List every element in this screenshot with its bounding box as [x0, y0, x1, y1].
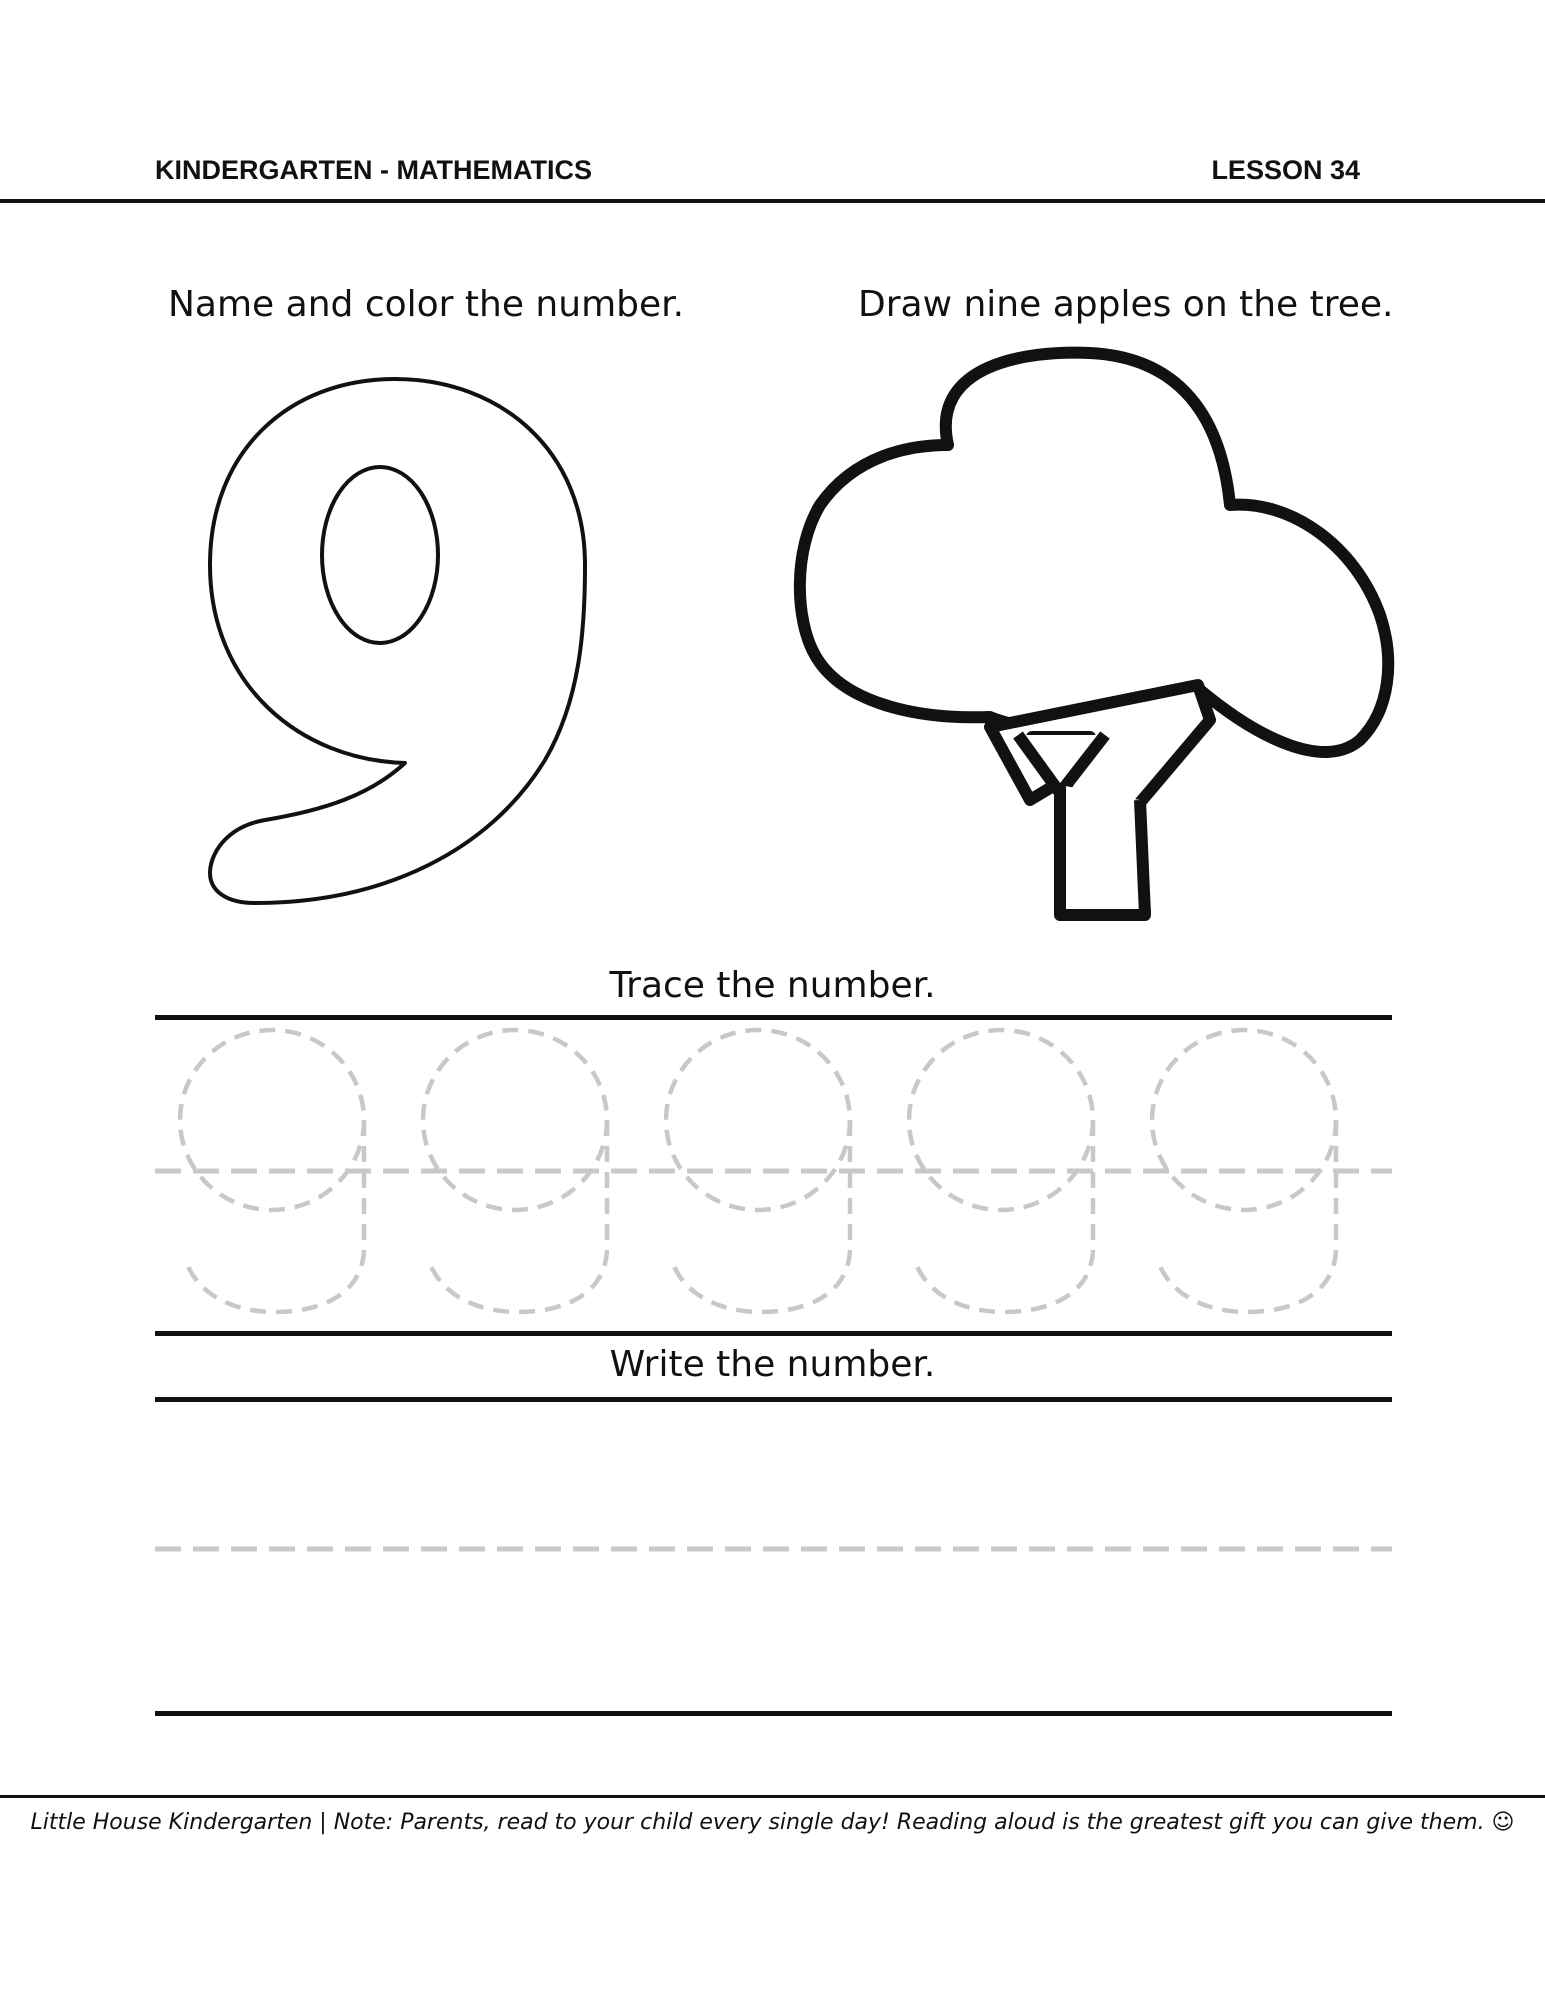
draw-instruction: Draw nine apples on the tree. [858, 284, 1394, 325]
write-bottom-line [155, 1711, 1392, 1716]
color-instruction: Name and color the number. [168, 284, 685, 325]
trace-bottom-line [155, 1331, 1392, 1336]
footer-note: Little House Kindergarten | Note: Parents, read to your child every single day! Reading aloud is the greatest gift you can give them. ☺ [30, 1810, 1515, 1835]
write-instruction: Write the number. [609, 1344, 936, 1385]
header-divider [0, 199, 1545, 203]
lesson-number: LESSON 34 [1211, 155, 1360, 185]
write-midline[interactable] [155, 1545, 1392, 1553]
trace-instruction: Trace the number. [609, 965, 936, 1006]
tree-drawing[interactable] [790, 345, 1395, 930]
outline-number-nine[interactable] [205, 375, 590, 905]
worksheet-subject: KINDERGARTEN - MATHEMATICS [155, 155, 592, 185]
trace-nines-row[interactable] [155, 1020, 1392, 1331]
footer-divider [0, 1795, 1545, 1798]
write-top-line [155, 1397, 1392, 1402]
